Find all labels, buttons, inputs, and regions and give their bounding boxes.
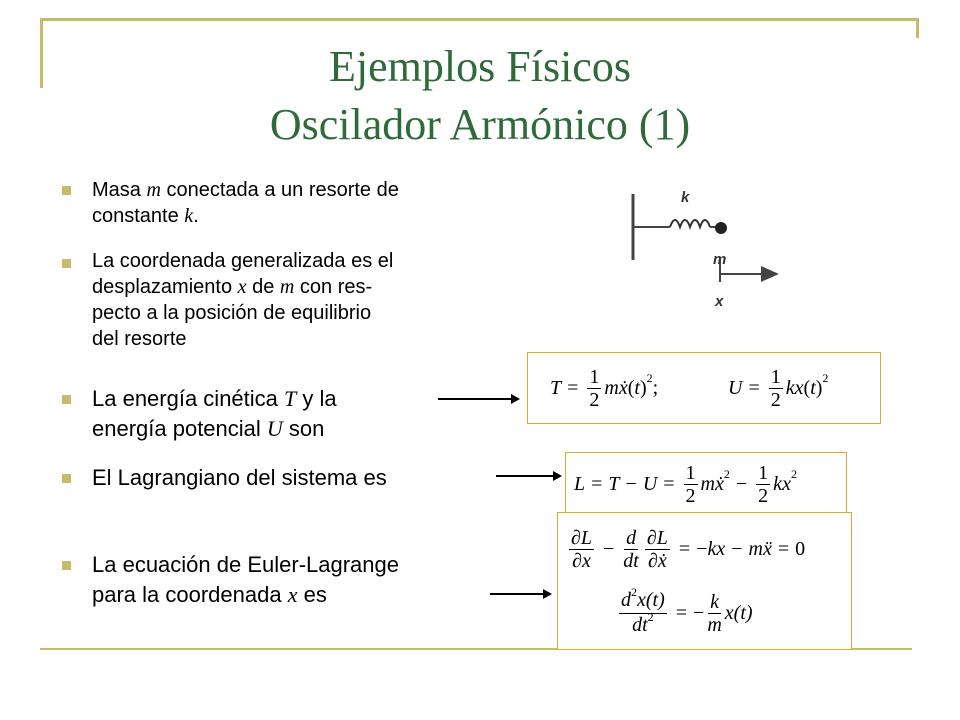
text-run: La ecuación de Euler-Lagrange [92,552,400,577]
sym-m: m [748,537,763,560]
label-x: x [715,293,724,310]
label-m: m [713,251,727,268]
denominator: 2 [758,484,769,507]
denominator: m [707,613,722,636]
bullet-marker [62,259,71,268]
sym-U: U [728,376,743,399]
slide-title [0,38,960,154]
euler-lagrange-equation-box [557,512,852,650]
bullet-marker [62,186,71,195]
eq-sign: = [678,537,691,560]
sym-xdot: ẋ [715,472,724,495]
sym-x: x [782,472,791,495]
minus-sign: − [731,537,743,560]
paren: ) [815,376,823,399]
numerator: k [710,590,719,613]
text-run: desplazamiento [92,276,238,298]
lagrangian-eq [574,459,797,509]
spring-mass-figure [615,172,815,322]
fraction [623,527,639,572]
sym-k: k [707,537,717,560]
minus-sign: − [625,472,637,495]
paren: ) [639,376,647,399]
text-run: conectada a un resorte de [160,179,399,201]
sym-m: m [604,376,619,399]
mass-dot [715,222,727,234]
eq-sign: = [777,537,790,560]
exponent: 2 [723,466,730,481]
euler-lagrange-eq [566,521,805,577]
sym-xt: x(t) [637,588,665,611]
denominator: 2 [685,484,696,507]
numerator [619,584,667,614]
eq-sign: = [675,601,688,624]
symbol-T: T [284,386,297,411]
symbol-x: x [237,276,247,298]
minus-sign: − [603,537,615,560]
frame-right-line [916,18,919,38]
zero: 0 [795,537,806,560]
sym-t: t [810,376,816,399]
minus-sign: − [735,472,748,495]
exponent: 2 [822,370,829,385]
eq-sign: = [748,376,760,399]
semicolon: ; [652,376,659,399]
frame-top-line [40,18,918,21]
symbol-m: m [146,179,161,201]
sym-m: m [700,472,715,495]
fraction [756,462,770,507]
sym-xdot: ẋ [618,376,628,399]
title-line-1: Ejemplos Físicos [329,42,631,91]
fraction [769,366,783,411]
fraction [684,462,698,507]
bullet-text-2 [92,248,522,352]
symbol-U: U [266,416,283,441]
denominator [632,609,654,638]
potential-energy-eq [728,363,828,413]
sym-k: k [773,472,783,495]
text-run: para la coordenada [92,582,288,607]
sym-U: U [642,472,658,495]
fraction [619,584,667,638]
arrow-to-lagrangian-box [496,475,560,477]
numerator: 1 [758,461,769,484]
label-k: k [681,189,690,206]
sym-x: x [716,537,726,560]
kinetic-energy-eq [550,363,658,413]
text-run: del resorte [92,328,187,350]
text-run: La energía cinética [92,386,285,411]
symbol-k: k [184,205,194,227]
minus-sign: − [696,537,708,560]
numerator: 1 [589,365,600,388]
numerator: ∂L [571,526,593,549]
denominator: 2 [770,388,781,411]
text-run: con res- [294,276,373,298]
fraction [645,527,670,572]
fraction [707,591,721,636]
arrow-to-energy-box [438,398,518,400]
exponent: 2 [631,584,637,599]
lagrangian-equation-box [565,452,847,516]
denominator: dt [623,549,639,572]
text-run: El Lagrangiano del sistema es [92,465,387,490]
fraction [569,527,594,572]
text-run: . [193,205,199,227]
arrow-to-euler-box [490,593,550,595]
displacement-arrow-head [761,266,779,282]
fraction [587,366,601,411]
sym-k: k [785,376,795,399]
sym-dt: dt [632,613,648,636]
energy-equation-box [527,352,881,424]
paren: ( [627,376,635,399]
sym-T: T [550,376,562,399]
paren: ( [803,376,811,399]
bullet-marker [62,474,71,483]
text-run: pecto a la posición de equilibrio [92,302,372,324]
eq-sign: = [567,376,579,399]
sym-L: L [574,472,586,495]
sym-T: T [608,472,620,495]
text-run: es [297,582,327,607]
text-run: La coordenada generalizada es el [92,250,394,272]
spring-coil [670,220,710,227]
equation-of-motion [616,583,753,643]
exponent: 2 [646,370,653,385]
text-run: constante [92,205,185,227]
text-run: energía potencial [92,416,267,441]
denominator: 2 [589,388,600,411]
numerator: 1 [770,365,781,388]
symbol-x: x [287,582,298,607]
text-run: de [246,276,280,298]
text-run: Masa [92,179,147,201]
bullet-text-5 [92,550,522,610]
exponent: 2 [647,609,654,624]
text-run: son [282,416,325,441]
sym-d: d [621,588,631,611]
title-line-2: Oscilador Armónico (1) [269,100,691,149]
denominator: ∂x [572,549,591,572]
numerator: d [626,526,637,549]
symbol-m: m [279,276,295,298]
sym-x: x [794,376,804,399]
text-run: y la [296,386,337,411]
bullet-marker [62,395,71,404]
eq-sign: = [591,472,603,495]
numerator: 1 [685,461,696,484]
numerator: ∂L [646,526,668,549]
sym-xddot: ẍ [762,537,772,560]
bullet-marker [62,561,71,570]
exponent: 2 [790,466,797,481]
sym-xt: x(t) [724,601,753,624]
bullet-text-3 [92,384,452,444]
bullet-text-1 [92,177,522,229]
bullet-text-4 [92,463,512,493]
minus-sign: − [693,601,705,624]
eq-sign: = [663,472,675,495]
denominator: ∂ẋ [647,549,667,572]
sym-t: t [634,376,640,399]
